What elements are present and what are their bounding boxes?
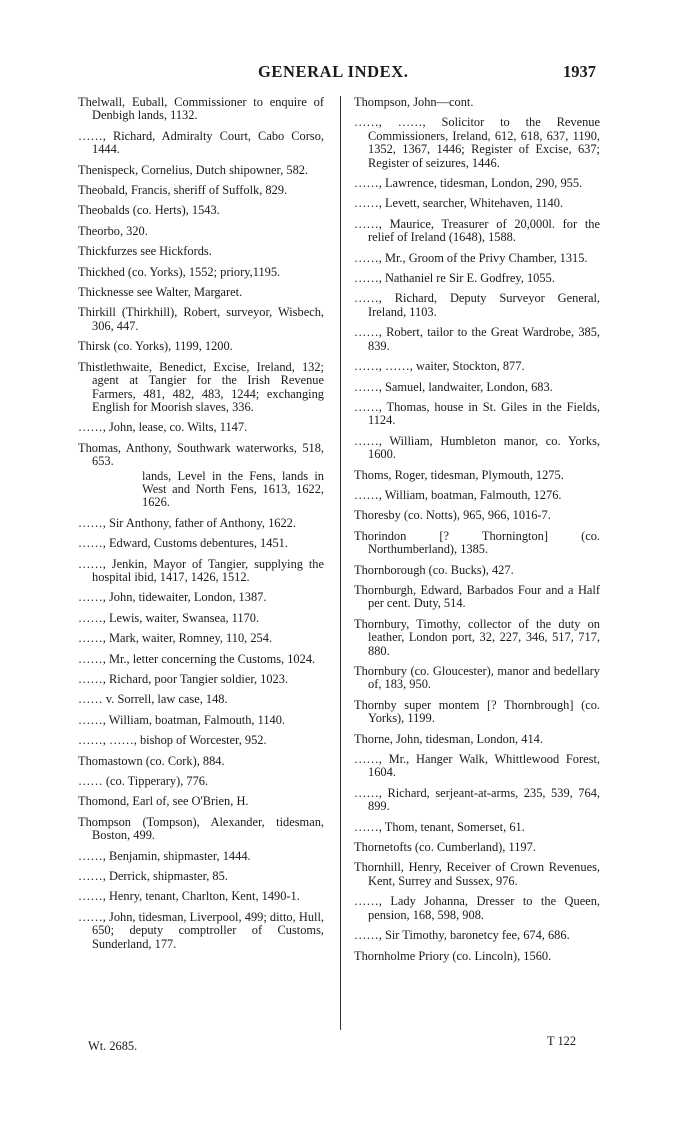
index-entry: ……, John, tidewaiter, London, 1387. — [78, 590, 267, 605]
index-entry: ……, Robert, tailor to the Great Wardrobe, 385, 839. — [354, 325, 600, 353]
index-entry: ……, ……, bishop of Worcester, 952. — [78, 733, 267, 748]
index-entry: ……, Maurice, Treasurer of 20,000l. for the relief of Ireland (1648), 1588. — [354, 216, 600, 245]
index-entry: Thirkill (Thirkhill), Robert, surveyor, Wisbech, 306, 447. — [78, 305, 324, 333]
index-entry: ……, Sir Anthony, father of Anthony, 1622. — [78, 515, 296, 530]
index-entry: Thicknesse see Walter, Margaret. — [78, 285, 243, 300]
index-entry: Thorne, John, tidesman, London, 414. — [354, 731, 543, 746]
index-entry: ……, ……, Solicitor to the Revenue Commissioners, Ireland, 612, 618, 637, 1190, 1352, 1367, 1446; Register of Excise, 637; Register of seizures, 1446. — [354, 115, 600, 170]
index-entry: ……, Derrick, shipmaster, 85. — [78, 869, 228, 884]
index-entry: ……, Mr., letter concerning the Customs, 1024. — [78, 651, 316, 666]
page-header — [0, 62, 673, 86]
index-entry: ……, William, boatman, Falmouth, 1276. — [354, 487, 562, 502]
index-entry: ……, ……, waiter, Stockton, 877. — [354, 359, 525, 374]
index-entry: ……, Jenkin, Mayor of Tangier, supplying the hospital ibid, 1417, 1426, 1512. — [78, 556, 324, 584]
index-entry: Thornhill, Henry, Receiver of Crown Revenues, Kent, Surrey and Sussex, 976. — [354, 860, 600, 888]
index-entry: Thompson (Tompson), Alexander, tidesman, Boston, 499. — [78, 814, 324, 843]
index-entry: Thornburgh, Edward, Barbados Four and a Half per cent. Duty, 514. — [354, 582, 600, 611]
index-entry: ……, William, boatman, Falmouth, 1140. — [78, 712, 286, 727]
index-entry: ……, Levett, searcher, Whitehaven, 1140. — [354, 196, 564, 211]
index-entry: Thomastown (co. Cork), 884. — [78, 753, 225, 768]
index-entry: Theorbo, 320. — [78, 223, 148, 238]
index-entry: ……, Edward, Customs debentures, 1451. — [78, 536, 288, 551]
index-entry: ……, Lewis, waiter, Swansea, 1170. — [78, 610, 260, 625]
index-entry: Thompson, John—cont. — [354, 95, 474, 109]
index-entry: Thomond, Earl of, see O'Brien, H. — [78, 794, 249, 809]
index-entry: ……, Mark, waiter, Romney, 110, 254. — [78, 631, 273, 646]
index-entry: ……, Thom, tenant, Somerset, 61. — [354, 819, 525, 834]
index-entry: ……, Mr., Groom of the Privy Chamber, 1315. — [354, 250, 588, 265]
index-entry: Theobalds (co. Herts), 1543. — [78, 203, 220, 218]
index-entry: Thornby super montem [? Thornbrough] (co. Yorks), 1199. — [354, 697, 600, 726]
index-entry: Thomas, Anthony, Southwark waterworks, 518, 653. — [78, 440, 324, 469]
page-number: 1937 — [563, 62, 596, 81]
index-entry: ……, Richard, Deputy Surveyor General, Ireland, 1103. — [354, 291, 600, 319]
index-entry: ……, Lawrence, tidesman, London, 290, 955. — [354, 176, 583, 191]
index-entry: ……, Nathaniel re Sir E. Godfrey, 1055. — [354, 271, 555, 286]
index-entry: ……, Richard, poor Tangier soldier, 1023. — [78, 672, 289, 686]
index-entry: ……, Mr., Hanger Walk, Whittlewood Forest, 1604. — [354, 752, 600, 780]
index-entry: Thistlethwaite, Benedict, Excise, Ireland, 132; agent at Tangier for the Irish Revenue Farmers, 481, 482, 483, 1244; exchanging English for Moorish slaves, 336. — [78, 359, 324, 414]
index-entry: ……, Henry, tenant, Charlton, Kent, 1490-1. — [78, 889, 300, 904]
index-entry: …… v. Sorrell, law case, 148. — [78, 692, 228, 707]
index-entry: ……, Thomas, house in St. Giles in the Fields, 1124. — [354, 399, 600, 428]
signature-mark: T 122 — [547, 1034, 577, 1048]
index-entry: Thornetofts (co. Cumberland), 1197. — [354, 840, 536, 855]
index-entry: Thelwall, Euball, Commissioner to enquire of Denbigh lands, 1132. — [78, 95, 324, 123]
index-entry: Thenispeck, Cornelius, Dutch shipowner, 582. — [78, 162, 309, 177]
index-entry: Thoresby (co. Notts), 965, 966, 1016-7. — [354, 508, 551, 523]
index-entry: ……, Samuel, landwaiter, London, 683. — [354, 379, 553, 394]
index-entry: Thickfurzes see Hickfords. — [78, 244, 212, 259]
index-entry: Thickhed (co. Yorks), 1552; priory,1195. — [78, 264, 281, 279]
index-entry: ……, John, lease, co. Wilts, 1147. — [78, 420, 248, 435]
index-entry: ……, Benjamin, shipmaster, 1444. — [78, 848, 251, 863]
index-entry: Thornbury (co. Gloucester), manor and bedellary of, 183, 950. — [354, 664, 600, 692]
index-entry: Thirsk (co. Yorks), 1199, 1200. — [78, 339, 233, 354]
index-entry: Thornholme Priory (co. Lincoln), 1560. — [354, 948, 552, 963]
index-entry: ……, Lady Johanna, Dresser to the Queen, pension, 168, 598, 908. — [354, 894, 600, 922]
index-entry: ……, Richard, serjeant-at-arms, 235, 539, 764, 899. — [354, 785, 600, 814]
left-index-column — [78, 96, 324, 958]
index-entry: Thoms, Roger, tidesman, Plymouth, 1275. — [354, 467, 564, 482]
page-title: GENERAL INDEX. — [258, 62, 409, 81]
print-mark: Wt. 2685. — [88, 1039, 138, 1053]
index-entry: ……, William, Humbleton manor, co. Yorks, 1600. — [354, 433, 600, 462]
column-divider — [340, 96, 341, 1030]
index-entry: lands, Level in the Fens, lands in West and North Fens, 1613, 1622, 1626. — [142, 468, 324, 510]
index-entry: ……, John, tidesman, Liverpool, 499; ditto, Hull, 650; deputy comptroller of Customs, Sunderland, 177. — [78, 909, 324, 951]
index-entry: Theobald, Francis, sheriff of Suffolk, 829. — [78, 183, 288, 198]
index-entry: …… (co. Tipperary), 776. — [78, 774, 209, 789]
index-entry: Thornbury, Timothy, collector of the duty on leather, London port, 32, 227, 346, 517, 717, 880. — [354, 616, 600, 658]
right-index-column — [354, 96, 600, 970]
index-entry: Thorindon [? Thornington] (co. Northumberland), 1385. — [354, 528, 600, 557]
index-entry: ……, Sir Timothy, baronetcy fee, 674, 686. — [354, 928, 570, 943]
index-entry: Thornborough (co. Bucks), 427. — [354, 562, 514, 577]
index-entry: ……, Richard, Admiralty Court, Cabo Corso, 1444. — [78, 128, 324, 157]
